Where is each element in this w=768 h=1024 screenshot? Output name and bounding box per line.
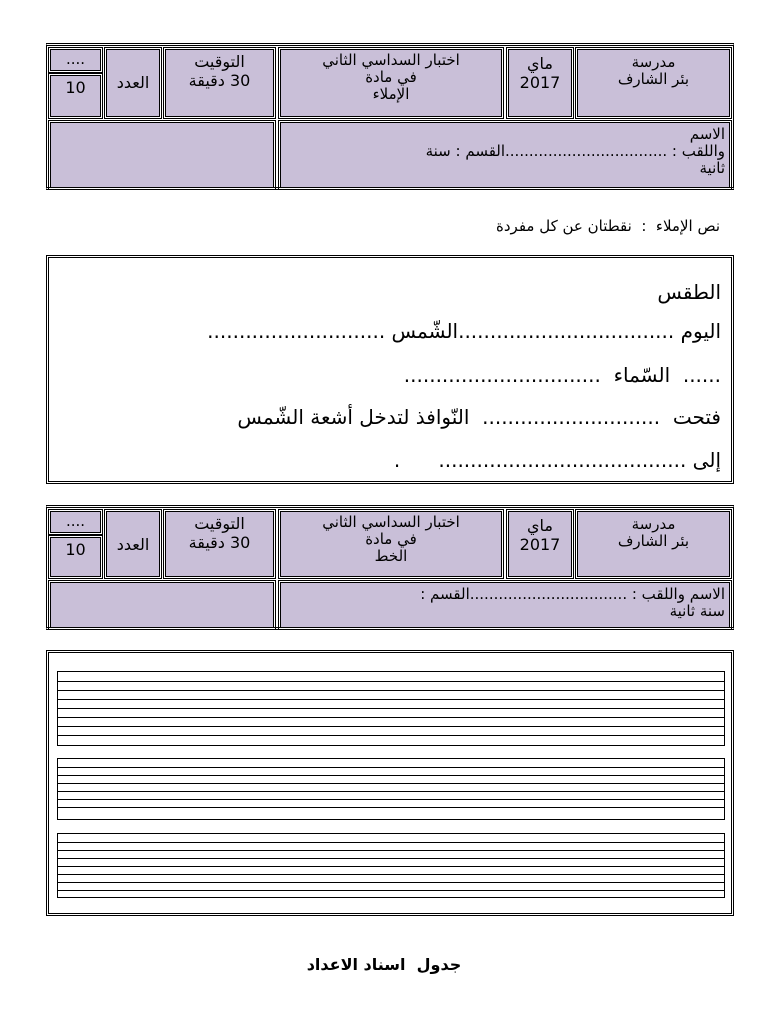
exam-month: ماي [527,516,553,535]
dictation-text-box [46,255,734,484]
writing-lines-block-2[interactable] [57,758,725,820]
exam-title: اختبار السداسي الثاني [322,51,460,69]
time-value: 30 دقيقة [188,71,251,90]
grade-blank-cell [50,511,101,533]
school-cell [577,511,730,577]
time-cell [165,49,274,117]
school-label: مدرسة [631,53,676,71]
exam-month: ماي [527,54,553,73]
dictation-line-2: ...... السّماء ............................... [403,363,721,387]
time-label: التوقيت [194,514,245,533]
dictation-instruction: نص الإملاء : نقطتان عن كل مفردة [496,217,720,235]
school-label: مدرسة [631,515,676,533]
grade-total-cell [50,75,101,117]
grade-total: 10 [65,78,86,97]
exam-subject: الإملاء [372,85,410,103]
exam-subject-prefix: في مادة [365,530,417,548]
exam-subject: الخط [374,547,408,565]
grade-blank: .... [65,512,86,530]
grade-label-cell [106,49,160,117]
grade-label-cell [106,511,160,577]
exam-header-handwriting [46,505,734,630]
date-cell [508,511,572,577]
exam-title: اختبار السداسي الثاني [322,513,460,531]
grading-table-title: جدول اسناد الاعداد [306,955,462,974]
time-label: التوقيت [194,52,245,71]
exam-title-cell [280,49,502,117]
blank-cell [50,582,274,628]
time-value: 30 دقيقة [188,533,251,552]
exam-year: 2017 [519,535,561,554]
school-name: بئر الشارف [617,70,690,88]
grade-label: العدد [116,535,150,554]
dictation-line-4: إلى ....................................... . [393,448,721,472]
date-cell [508,49,572,117]
exam-title-cell [280,511,502,577]
exam-year: 2017 [519,73,561,92]
grade-blank: .... [65,50,86,68]
class-value: سنة ثانية [669,602,725,620]
writing-lines-block-3[interactable] [57,833,725,898]
school-name: بئر الشارف [617,532,690,550]
exam-header-dictation [46,43,734,190]
class-value: ثانية [699,159,725,177]
name-field: واللقب : ..................................القسم : سنة [425,142,725,160]
dictation-line-3: فتحت ............................ النّوافذ لتدخل أشعة الشّمس [237,405,721,429]
name-label: الاسم [689,125,725,143]
exam-subject-prefix: في مادة [365,68,417,86]
blank-cell [50,122,274,188]
dictation-line-1: اليوم ..................................الشّمس ............................ [207,319,721,343]
writing-lines-block-1[interactable] [57,671,725,746]
name-field: الاسم واللقب : .................................القسم : [420,585,725,603]
grade-blank-cell [50,49,101,71]
grade-total-cell [50,537,101,577]
handwriting-box [46,650,734,916]
grade-label: العدد [116,73,150,92]
grade-total: 10 [65,540,86,559]
time-cell [165,511,274,577]
dictation-title: الطقس [657,280,721,304]
student-info-cell [280,122,730,188]
student-info-cell [280,582,730,628]
school-cell [577,49,730,117]
